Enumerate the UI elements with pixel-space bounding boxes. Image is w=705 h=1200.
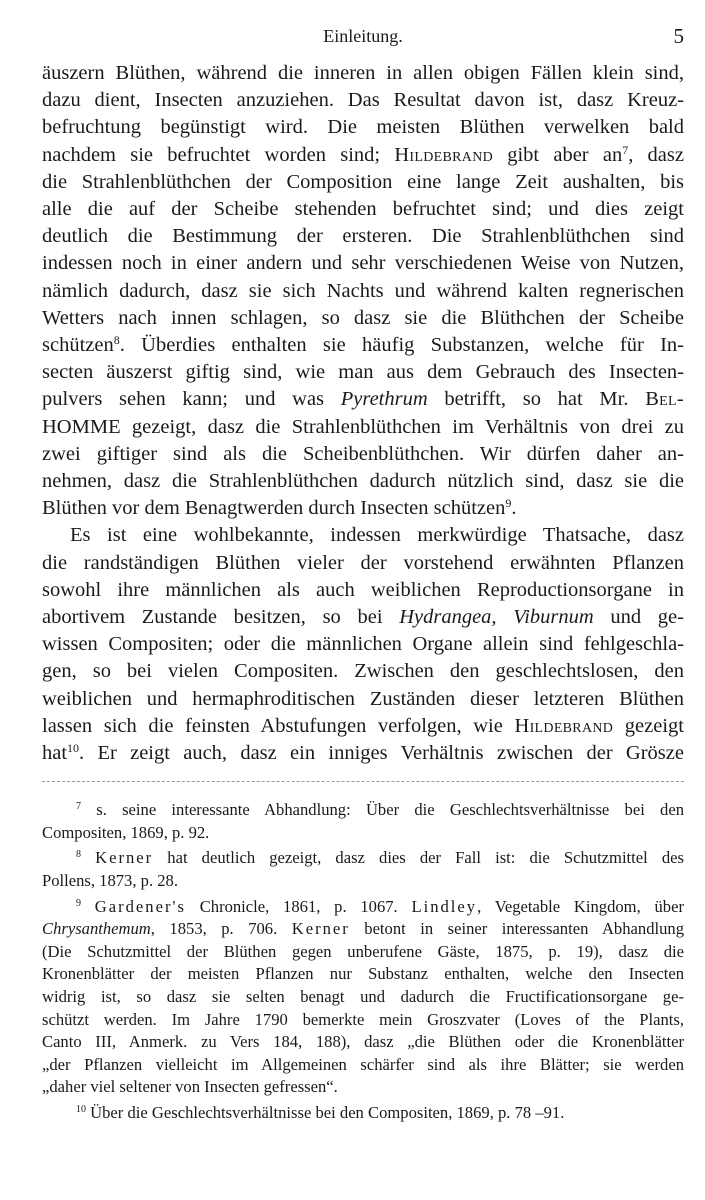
author-name: Hildebrand xyxy=(394,143,494,166)
footnote-ref: 10 xyxy=(67,741,80,756)
text-line: Es ist eine wohlbekannte, indessen merkwürdige Thatsache, dasz xyxy=(70,524,684,547)
text-line: äuszern Blüthen, während die inneren in allen obigen Fällen klein sind, xyxy=(42,62,684,84)
text-line: hat$^{10}$. Er zeigt auch, dasz ein inniges Verhältnis zwischen der Grösze xyxy=(42,741,684,765)
text-line: die Strahlenblüthchen der Composition eine lange Zeit aushalten, bis xyxy=(42,170,684,193)
main-text xyxy=(42,60,684,767)
text-line: pulvers sehen kann; und was Pyrethrum betrifft, so hat Mr. Bel- xyxy=(42,388,684,411)
footnote-ref: 7 xyxy=(622,142,629,157)
footnote-ref: 8 xyxy=(113,333,120,348)
text-line: abortivem Zustande besitzen, so bei Hydrangea, Viburnum und ge- xyxy=(42,606,684,629)
footnote-7: $^7$ s. seine interessante Abhandlung: Über die Geschlechtsverhältnisse bei den xyxy=(76,800,684,820)
text-line: die randständigen Blüthen vieler der vorstehend erwähnten Pflanzen xyxy=(42,551,684,574)
chapter-title: Einleitung. xyxy=(323,26,403,46)
text-line: nämlich dadurch, dasz sie sich Nachts und während kalten regnerischen xyxy=(42,279,684,302)
italic-term: Hydrangea, Viburnum xyxy=(399,606,594,629)
text-line: deutlich die Bestimmung der ersteren. Die Strahlenblüthchen sind xyxy=(42,225,684,248)
footnotes xyxy=(42,796,684,1124)
text-line: nehmen, dasz die Strahlenblüthchen dadurch nützlich sind, dasz sie die xyxy=(42,470,684,493)
footnote-line: (Die Schutzmittel der Blüthen gegen unberufene Gäste, 1875, p. 19), dasz die xyxy=(42,941,684,961)
footnote-line: Canto III, Anmerk. zu Vers 184, 188), dasz „die Blüthen oder die Kronenblätter xyxy=(42,1032,684,1052)
text-line: befruchtung begünstigt wird. Die meisten Blüthen verwelken bald xyxy=(42,116,684,139)
text-line: sowohl ihre männlichen als auch weiblichen Reproductionsorgane in xyxy=(42,578,684,601)
page-number: 5 xyxy=(673,24,684,48)
footnote-line: schützt werden. Im Jahre 1790 bemerkte mein Groszvater (Loves of the Plants, xyxy=(42,1009,684,1029)
paragraph-1 xyxy=(42,60,684,522)
text-line: indessen noch in einer andern und sehr verschiedenen Weise von Nutzen, xyxy=(42,252,684,275)
text-line: dazu dient, Insecten anzuziehen. Das Resultat davon ist, dasz Kreuz- xyxy=(42,89,684,112)
paragraph-2 xyxy=(42,522,684,767)
text-line: wissen Compositen; oder die männlichen Organe allein sind fehlgeschla- xyxy=(42,633,684,656)
footnote-line: Chrysanthemum, 1853, p. 706. Kerner betont in seiner interessanten Abhandlung xyxy=(42,919,684,939)
running-header xyxy=(42,22,684,52)
footnote-9: $^9$ Gardener's Chronicle, 1861, p. 1067. Lindley, Vegetable Kingdom, über xyxy=(76,896,684,916)
text-line: zwei giftiger sind als die Scheibenblüthchen. Wir dürfen daher an- xyxy=(42,442,684,465)
text-line: Wetters nach innen schlagen, so dasz sie die Blüthchen der Scheibe xyxy=(42,306,684,329)
italic-term: Pyrethrum xyxy=(340,388,428,411)
footnote-line: „der Pflanzen vielleicht im Allgemeinen schärfer sind als ihre Blätter; sie werden xyxy=(42,1054,684,1074)
footnote-line: Compositen, 1869, p. 92. xyxy=(42,822,210,842)
footnote-divider xyxy=(42,781,684,782)
footnote-line: widrig ist, so dasz sie selten benagt und dadurch die Fructificationsorgane ge- xyxy=(42,987,684,1007)
text-line: lassen sich die feinsten Abstufungen verfolgen, wie Hildebrand gezeigt xyxy=(42,714,684,737)
footnote-ref: 9 xyxy=(505,496,512,511)
text-line: Blüthen vor dem Benagtwerden durch Insecten schützen$^9$. xyxy=(42,496,517,520)
text-line: HOMME gezeigt, dasz die Strahlenblüthchen im Verhältnis von drei zu xyxy=(42,415,684,438)
footnote-line: „daher viel seltener von Insecten gefressen“. xyxy=(42,1077,338,1097)
book-page xyxy=(42,22,684,1125)
text-line: schützen$^8$. Überdies enthalten sie häufig Substanzen, welche für In- xyxy=(42,333,684,357)
author-name: Bel- xyxy=(645,388,684,411)
text-line: nachdem sie befruchtet worden sind; Hildebrand gibt aber $an^7$, dasz xyxy=(42,142,684,166)
footnote-10: $^{10}$ Über die Geschlechtsverhältnisse bei den Compositen, 1869, p. 78 –91. xyxy=(76,1103,565,1122)
footnote-line: Kronenblätter der meisten Pflanzen nur Substanz enthalten, welche den Insecten xyxy=(42,964,684,984)
text-line: weiblichen und hermaphroditischen Zuständen dieser letzteren Blüthen xyxy=(42,687,684,710)
footnote-8: $^8$ Kerner hat deutlich gezeigt, dasz dies der Fall ist: die Schutzmittel des xyxy=(76,848,684,868)
text-line: gen, so bei vielen Compositen. Zwischen den geschlechtslosen, den xyxy=(42,660,684,683)
author-name: Hildebrand xyxy=(514,714,614,737)
footnote-line: Pollens, 1873, p. 28. xyxy=(42,871,178,891)
text-line: alle die auf der Scheibe stehenden befruchtet sind; und dies zeigt xyxy=(42,198,684,221)
text-line: secten äuszerst giftig sind, wie man aus dem Gebrauch des Insecten- xyxy=(42,361,684,384)
